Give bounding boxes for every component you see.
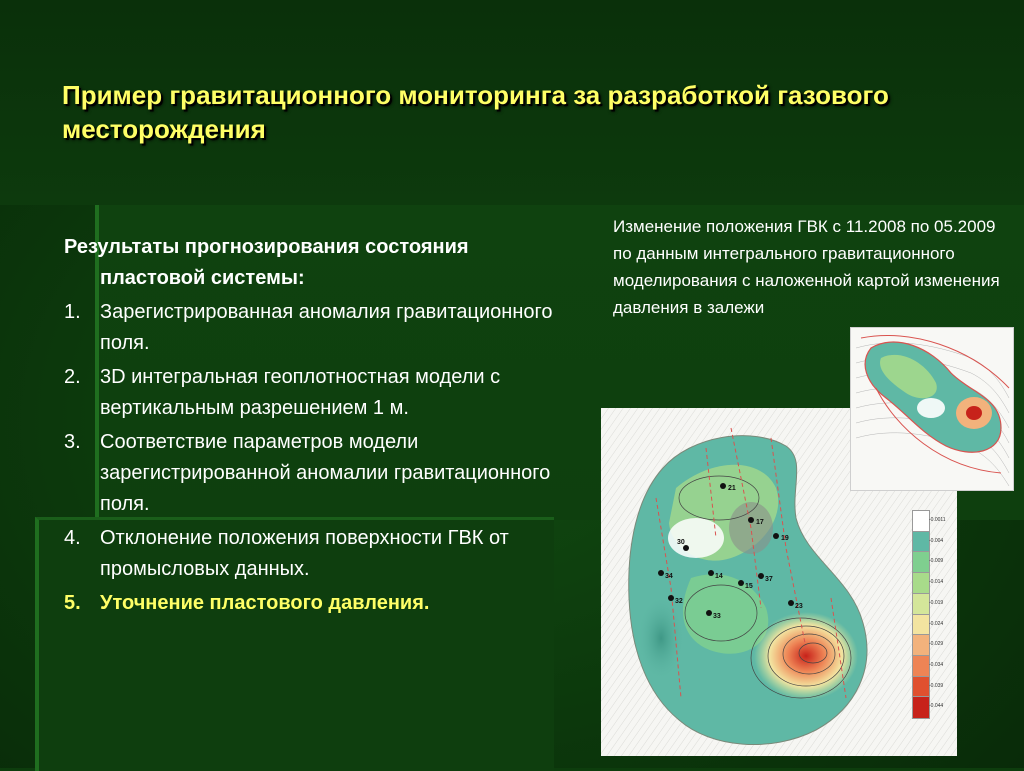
legend-label: -0.039 (929, 682, 944, 689)
well-label: 23 (795, 603, 803, 610)
legend-label: -0.004 (929, 537, 944, 544)
color-legend (912, 510, 957, 718)
legend-swatch (912, 634, 930, 657)
list-item (64, 523, 564, 585)
well-label: 14 (715, 573, 723, 580)
inset-pressure-center (966, 406, 982, 420)
inset-zone-white (917, 398, 945, 418)
legend-swatch (912, 614, 930, 637)
well-label: 34 (665, 573, 673, 580)
pressure-inset-graphic (851, 328, 1013, 490)
legend-swatch (912, 676, 930, 699)
list-item-number: 5. (64, 592, 81, 614)
pressure-hotspot (754, 612, 858, 700)
well-label: 19 (781, 535, 789, 542)
list-item-number: 4. (64, 527, 81, 549)
legend-label: -0.019 (929, 599, 944, 606)
map-caption: Изменение положения ГВК с 11.2008 по 05.2009 по данным интегрального гравитационного моделирования с наложенной картой изменения давления в залежи (613, 217, 1000, 317)
list-item-text: Уточнение пластового давления. (100, 592, 430, 614)
legend-label: -0.024 (929, 620, 944, 627)
anomaly-zone-teal (639, 598, 683, 678)
list-item (64, 297, 564, 359)
legend-label: -0.0011 (929, 517, 946, 523)
well-label: 15 (745, 583, 753, 590)
well-label: 21 (728, 485, 736, 492)
legend-swatch (912, 593, 930, 616)
well-label: 32 (675, 598, 683, 605)
legend-swatch (912, 551, 930, 574)
anomaly-zone-white (668, 518, 724, 558)
list-item-text: Отклонение положения поверхности ГВК от промысловых данных. (100, 527, 509, 580)
list-item-highlighted (64, 588, 564, 619)
well-label: 37 (765, 576, 773, 583)
list-item-text: Соответствие параметров модели зарегистрированной аномалии гравитационного поля. (100, 431, 551, 515)
legend-label: -0.009 (929, 558, 944, 565)
well-label: 30 (677, 539, 685, 546)
list-item (64, 427, 564, 520)
well-label: 17 (756, 519, 764, 526)
list-item-number: 3. (64, 431, 81, 453)
legend-label: -0.029 (929, 641, 944, 648)
pressure-inset-map (850, 327, 1014, 491)
legend-swatch (912, 655, 930, 678)
legend-label: -0.034 (929, 661, 944, 668)
legend-swatch (912, 510, 930, 533)
legend-swatch (912, 572, 930, 595)
legend-swatch (912, 531, 930, 554)
legend-label: -0.044 (929, 703, 944, 710)
list-item-text: Зарегистрированная аномалия гравитационного поля. (100, 301, 553, 354)
list-item-text: 3D интегральная геоплотностная модели с вертикальным разрешением 1 м. (100, 366, 501, 419)
slide-title: Пример гравитационного мониторинга за разработкой газового месторождения (62, 80, 889, 144)
list-item (64, 362, 564, 424)
well-label: 33 (713, 613, 721, 620)
list-item-number: 2. (64, 366, 81, 388)
legend-label: -0.014 (929, 579, 944, 586)
results-list (64, 297, 564, 619)
legend-swatch (912, 696, 930, 719)
results-heading: Результаты прогнозирования состояния пластовой системы: (64, 236, 469, 289)
results-list-block (64, 232, 564, 622)
list-item-number: 1. (64, 301, 81, 323)
